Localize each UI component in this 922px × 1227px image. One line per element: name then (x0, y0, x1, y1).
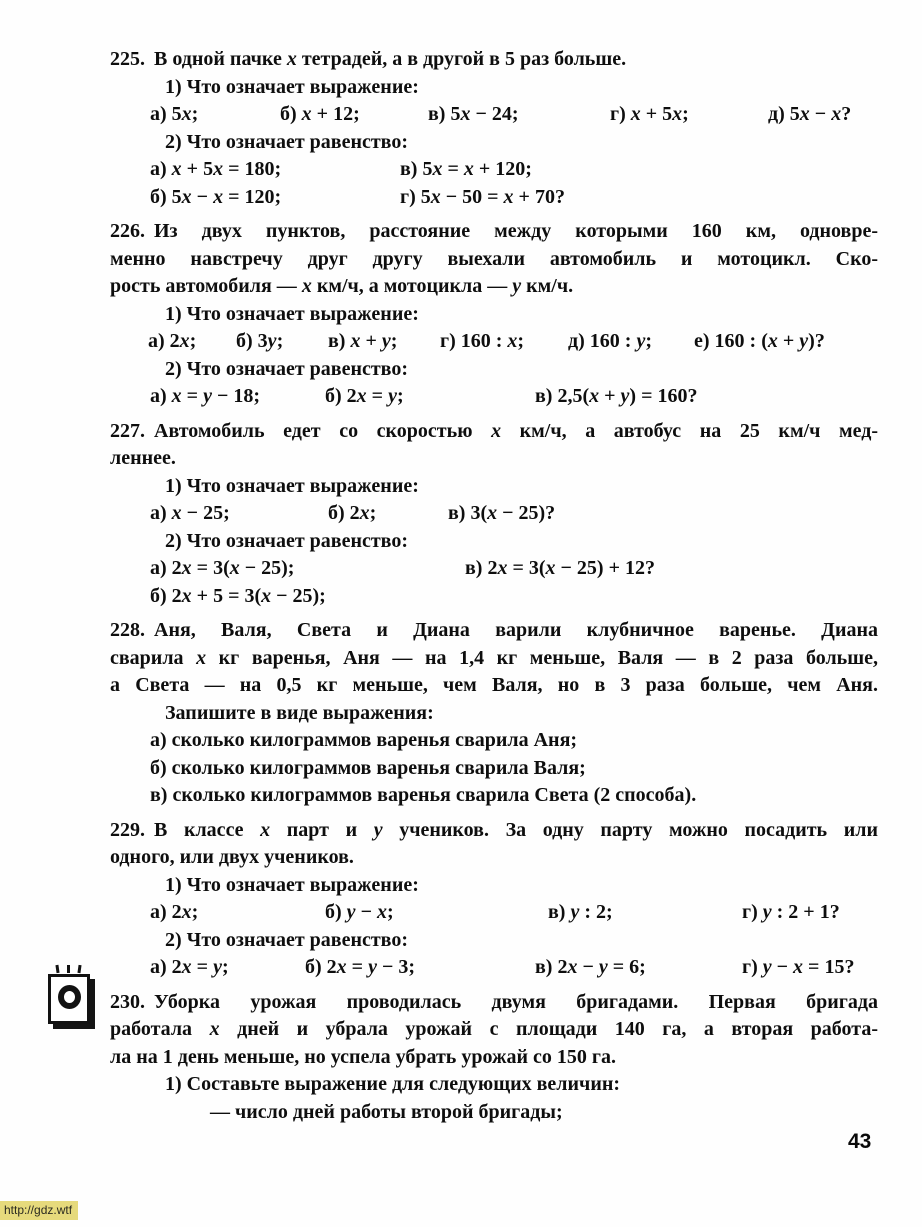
option-item: г) x + 5x; (610, 103, 689, 125)
option-item: а) x + 5x = 180; (150, 158, 282, 180)
problem-text-line: Аня, Валя, Света и Диана варили клубничное варенье. Диана (154, 619, 878, 641)
option-item: в) 5x − 24; (428, 103, 519, 125)
option-item: б) 2x = y − 3; (305, 956, 416, 978)
option-item: в) y : 2; (548, 901, 613, 923)
options-row (110, 101, 878, 129)
task-line: 1) Составьте выражение для следующих величин: (165, 1073, 621, 1095)
page-number: 43 (848, 1130, 872, 1153)
question-expression: 1) Что означает выражение: (165, 75, 419, 98)
option-item: г) y : 2 + 1? (742, 901, 840, 923)
problem-text-line: Автомобиль едет со скоростью x км/ч, а автобус на 25 км/ч мед- (154, 419, 878, 442)
notebook-icon (48, 974, 90, 1024)
problem-text-line: В классе x парт и y учеников. За одну парту можно посадить или (154, 818, 878, 841)
question-equality: 2) Что означает равенство: (165, 357, 408, 380)
options-row (110, 328, 878, 356)
question-equality: 2) Что означает равенство: (165, 130, 408, 153)
watermark: http://gdz.wtf (0, 1201, 78, 1220)
problem-title-line (110, 989, 878, 1017)
options-row (110, 500, 878, 528)
option-item: в) 3(x − 25)? (448, 502, 556, 524)
option-item: б) сколько килограммов варенья сварила Валя; (150, 756, 586, 779)
notebook-binding-tick (55, 965, 59, 973)
option-item: в) сколько килограммов варенья сварила Света (2 способа). (150, 784, 697, 806)
option-item: б) x + 12; (280, 103, 360, 125)
problem-number: 226. (110, 220, 145, 242)
option-item: б) 2x = y; (325, 385, 404, 407)
option-item: а) 2x; (150, 901, 199, 923)
option-item: г) 160 : x; (440, 330, 525, 352)
problem-title-line (110, 817, 878, 845)
option-item: а) 5x; (150, 103, 199, 125)
options-row (110, 583, 878, 611)
option-item: в) 5x = x + 120; (400, 158, 532, 180)
option-item: д) 5x − x? (768, 103, 852, 125)
question-expression: 1) Что означает выражение: (165, 873, 419, 896)
problem-227 (110, 418, 878, 611)
problem-text-line: работала x дней и убрала урожай с площади 140 га, а вторая работа- (110, 1018, 878, 1040)
problem-title-line (110, 418, 878, 446)
problem-title-line (110, 218, 878, 246)
option-item: а) 2x = 3(x − 25); (150, 557, 295, 579)
notebook-binding-tick (67, 965, 70, 973)
option-item: в) x + y; (328, 330, 398, 352)
problem-number: 230. (110, 990, 145, 1013)
problem-number: 228. (110, 619, 145, 641)
option-item: е) 160 : (x + y)? (694, 330, 825, 352)
option-item: в) 2,5(x + y) = 160? (535, 385, 698, 407)
problem-226 (110, 218, 878, 411)
problem-text-line: одного, или двух учеников. (110, 846, 354, 868)
option-item: б) 2x; (328, 502, 377, 524)
problem-225 (110, 46, 878, 211)
problem-text-line: ла на 1 день меньше, но успела убрать урожай со 150 га. (110, 1045, 616, 1068)
problem-text-line: сварила x кг варенья, Аня — на 1,4 кг меньше, Валя — в 2 раза больше, (110, 646, 879, 669)
option-item: а) x = y − 18; (150, 385, 261, 407)
option-item: г) 5x − 50 = x + 70? (400, 185, 565, 208)
question-expression: 1) Что означает выражение: (165, 302, 419, 325)
option-item: б) 3y; (236, 330, 284, 352)
problem-text-line: рость автомобиля — x км/ч, а мотоцикла — y км/ч. (110, 275, 574, 297)
problem-text-line: Уборка урожая проводилась двумя бригадами. Первая бригада (154, 990, 878, 1013)
problem-text-line: менно навстречу друг другу выехали автомобиль и мотоцикл. Ско- (110, 247, 878, 270)
options-row (110, 899, 878, 927)
question-equality: 2) Что означает равенство: (165, 529, 408, 552)
problem-228 (110, 617, 878, 810)
option-item: б) y − x; (325, 901, 394, 923)
notebook-ring-icon (58, 985, 81, 1009)
option-item: б) 5x − x = 120; (150, 185, 282, 208)
problem-number: 229. (110, 818, 145, 841)
notebook-binding-tick (77, 965, 81, 973)
option-item: а) x − 25; (150, 502, 230, 524)
option-item: в) 2x − y = 6; (535, 956, 646, 978)
option-item: а) 2x; (148, 330, 197, 352)
problem-number: 227. (110, 419, 145, 442)
options-row (110, 184, 878, 212)
problem-title-line (110, 46, 878, 74)
problem-number: 225. (110, 48, 145, 70)
question-equality: 2) Что означает равенство: (165, 928, 408, 951)
problem-text-line: В одной пачке x тетрадей, а в другой в 5 раз больше. (154, 48, 627, 70)
option-item: д) 160 : y; (568, 330, 652, 352)
task-line: Запишите в виде выражения: (165, 701, 434, 724)
dash-item: — число дней работы второй бригады; (210, 1100, 563, 1123)
option-item: б) 2x + 5 = 3(x − 25); (150, 584, 326, 607)
options-row (110, 383, 878, 411)
option-item: а) сколько килограммов варенья сварила Аня; (150, 729, 578, 751)
option-item: г) y − x = 15? (742, 956, 855, 978)
question-expression: 1) Что означает выражение: (165, 474, 419, 497)
problem-title-line (110, 617, 878, 645)
page-content (110, 46, 878, 1133)
problem-230 (110, 989, 878, 1127)
problem-229 (110, 817, 878, 982)
options-row (110, 555, 878, 583)
option-item: в) 2x = 3(x − 25) + 12? (465, 557, 655, 579)
problem-text-line: Из двух пунктов, расстояние между которыми 160 км, одновре- (154, 220, 878, 242)
problem-text-line: а Света — на 0,5 кг меньше, чем Валя, но в 3 раза больше, чем Аня. (110, 674, 878, 696)
option-item: а) 2x = y; (150, 956, 229, 978)
options-row (110, 954, 878, 982)
problem-text-line: леннее. (110, 447, 176, 469)
options-row (110, 156, 878, 184)
